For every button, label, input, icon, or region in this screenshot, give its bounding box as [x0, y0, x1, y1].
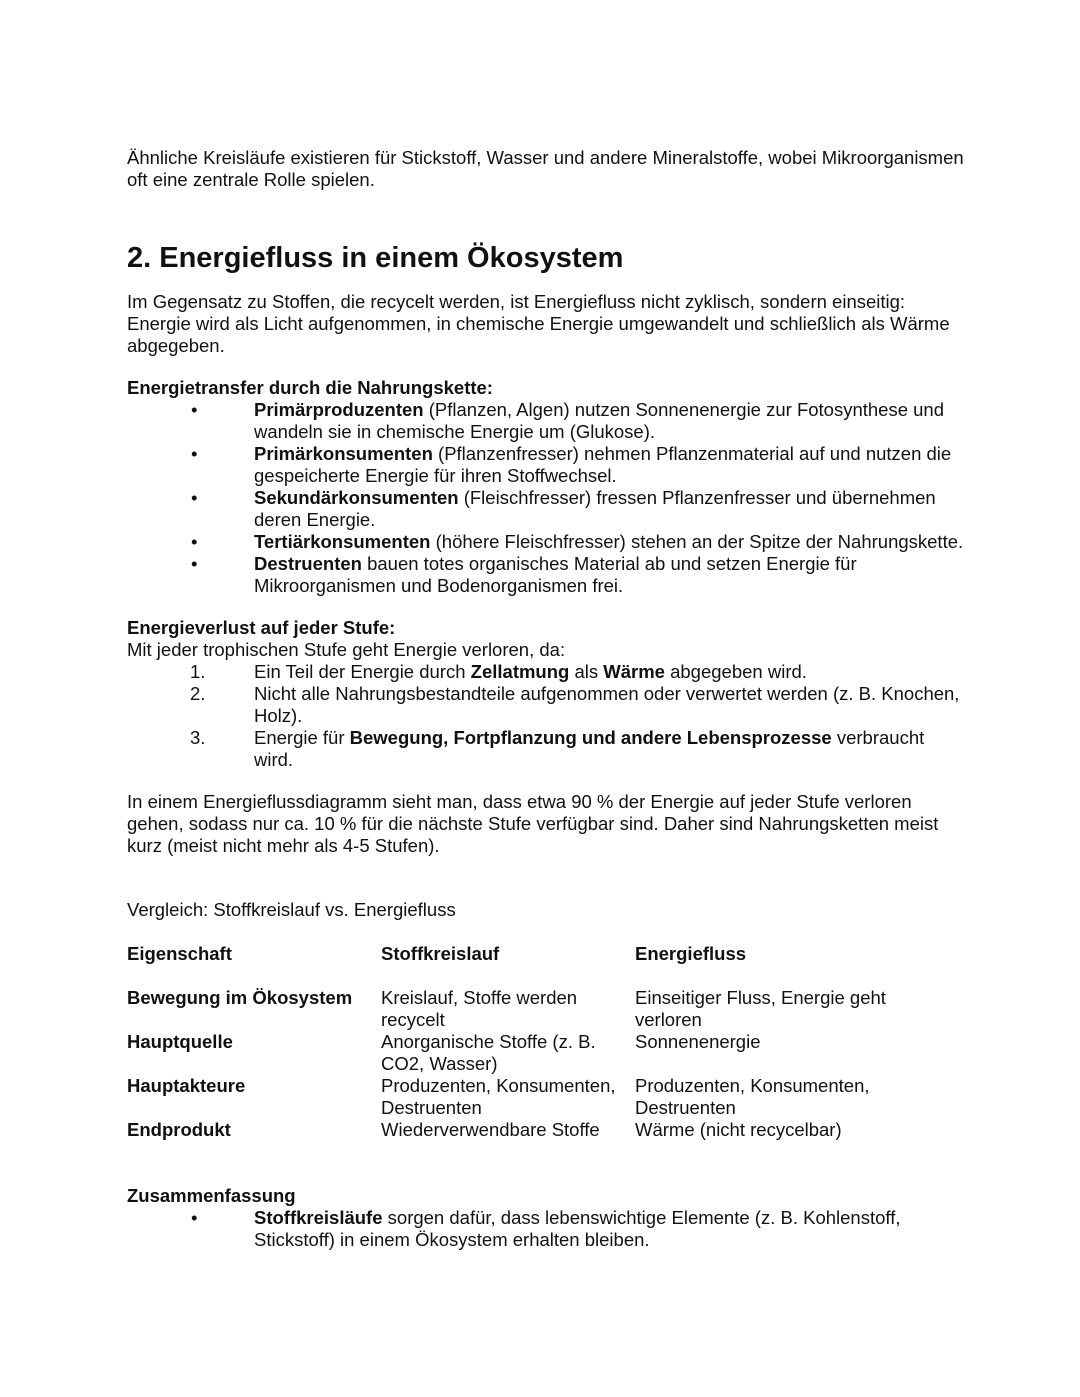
- bullet-icon: •: [191, 1207, 198, 1228]
- table-row: [127, 1075, 927, 1119]
- section-intro-paragraph: Im Gegensatz zu Stoffen, die recycelt werden, ist Energiefluss nicht zyklisch, sondern einseitig: Energie wird als Licht aufgenommen, in chemische Energie umgewandelt und schließlich als Wärme abgegeben.: [127, 291, 950, 356]
- term-description: sorgen dafür, dass lebenswichtige Elemente (z. B. Kohlenstoff, Stickstoff) in einem Ökosystem erhalten bleiben.: [254, 1207, 901, 1250]
- column-header: Stoffkreislauf: [381, 943, 500, 964]
- item-bold: Wärme: [603, 661, 665, 682]
- table-row: [127, 1031, 927, 1075]
- list-item: [127, 399, 967, 443]
- table-cell: Kreislauf, Stoffe werden recycelt: [381, 987, 578, 1030]
- list-number: 1.: [190, 661, 206, 682]
- list-item: [127, 553, 967, 597]
- term: Destruenten: [254, 553, 362, 574]
- energy-loss-lead: Mit jeder trophischen Stufe geht Energie verloren, da:: [127, 639, 566, 660]
- item-text: Energie für: [254, 727, 350, 748]
- summary-section: [127, 1185, 967, 1251]
- list-item: [127, 683, 967, 727]
- column-header: Eigenschaft: [127, 943, 232, 964]
- table-row: [127, 987, 927, 1031]
- term-description: bauen totes organisches Material ab und setzen Energie für Mikroorganismen und Bodenorganismen frei.: [254, 553, 857, 596]
- term: Sekundärkonsumenten: [254, 487, 459, 508]
- bullet-icon: •: [191, 399, 198, 420]
- item-text: Ein Teil der Energie durch: [254, 661, 471, 682]
- row-label: Hauptakteure: [127, 1075, 246, 1096]
- table-header-row: [127, 943, 927, 987]
- comparison-title: Vergleich: Stoffkreislauf vs. Energiefluss: [127, 899, 456, 920]
- table-cell: Wiederverwendbare Stoffe: [381, 1119, 600, 1140]
- energy-transfer-section: [127, 377, 967, 597]
- term: Tertiärkonsumenten: [254, 531, 431, 552]
- list-number: 2.: [190, 683, 206, 704]
- term: Primärkonsumenten: [254, 443, 433, 464]
- list-item: [127, 487, 967, 531]
- energy-loss-section: [127, 617, 967, 771]
- row-label: Hauptquelle: [127, 1031, 233, 1052]
- table-cell: Produzenten, Konsumenten, Destruenten: [635, 1075, 870, 1118]
- row-label: Bewegung im Ökosystem: [127, 987, 353, 1008]
- table-cell: Einseitiger Fluss, Energie geht verloren: [635, 987, 886, 1030]
- list-item: [127, 1207, 967, 1251]
- list-item: [127, 443, 967, 487]
- table-cell: Anorganische Stoffe (z. B. CO2, Wasser): [381, 1031, 596, 1074]
- table-row: [127, 1119, 927, 1141]
- list-item: [127, 531, 967, 553]
- energy-transfer-title: Energietransfer durch die Nahrungskette:: [127, 377, 493, 398]
- list-number: 3.: [190, 727, 206, 748]
- comparison-table: [127, 943, 927, 1141]
- energy-loss-list: [127, 661, 967, 771]
- summary-list: [127, 1207, 967, 1251]
- row-label: Endprodukt: [127, 1119, 231, 1140]
- list-item: [127, 661, 967, 683]
- term-description: (Pflanzenfresser) nehmen Pflanzenmaterial auf und nutzen die gespeicherte Energie für ihren Stoffwechsel.: [254, 443, 952, 486]
- bullet-icon: •: [191, 487, 198, 508]
- document-page: [127, 147, 967, 1251]
- diagram-note-paragraph: In einem Energieflussdiagramm sieht man, dass etwa 90 % der Energie auf jeder Stufe verloren gehen, sodass nur ca. 10 % für die nächste Stufe verfügbar sind. Daher sind Nahrungsketten meist kurz (meist nicht mehr als 4-5 Stufen).: [127, 791, 939, 856]
- term: Primärproduzenten: [254, 399, 424, 420]
- term-description: (Fleischfresser) fressen Pflanzenfresser und übernehmen deren Energie.: [254, 487, 936, 530]
- item-text: verbraucht wird.: [254, 727, 925, 770]
- table-cell: Sonnenenergie: [635, 1031, 761, 1052]
- summary-title: Zusammenfassung: [127, 1185, 296, 1206]
- bullet-icon: •: [191, 531, 198, 552]
- table-cell: Produzenten, Konsumenten, Destruenten: [381, 1075, 616, 1118]
- list-item: [127, 727, 967, 771]
- table-cell: Wärme (nicht recycelbar): [635, 1119, 842, 1140]
- bullet-icon: •: [191, 443, 198, 464]
- bullet-icon: •: [191, 553, 198, 574]
- item-text: abgegeben wird.: [664, 661, 807, 682]
- term: Stoffkreisläufe: [254, 1207, 383, 1228]
- energy-transfer-list: [127, 399, 967, 597]
- column-header: Energiefluss: [635, 943, 747, 964]
- item-text: Nicht alle Nahrungsbestandteile aufgenommen oder verwertet werden (z. B. Knochen, Holz).: [254, 683, 960, 726]
- section-heading: 2. Energiefluss in einem Ökosystem: [127, 242, 624, 274]
- item-bold: Bewegung, Fortpflanzung und andere Lebensprozesse: [349, 727, 832, 748]
- energy-loss-title: Energieverlust auf jeder Stufe:: [127, 617, 396, 638]
- term-description: (Pflanzen, Algen) nutzen Sonnenenergie zur Fotosynthese und wandeln sie in chemische Energie um (Glukose).: [254, 399, 945, 442]
- item-text: als: [569, 661, 604, 682]
- intro-paragraph: Ähnliche Kreisläufe existieren für Stickstoff, Wasser und andere Mineralstoffe, wobei Mikroorganismen oft eine zentrale Rolle spielen.: [127, 147, 964, 190]
- term-description: (höhere Fleischfresser) stehen an der Spitze der Nahrungskette.: [430, 531, 964, 552]
- item-bold: Zellatmung: [470, 661, 570, 682]
